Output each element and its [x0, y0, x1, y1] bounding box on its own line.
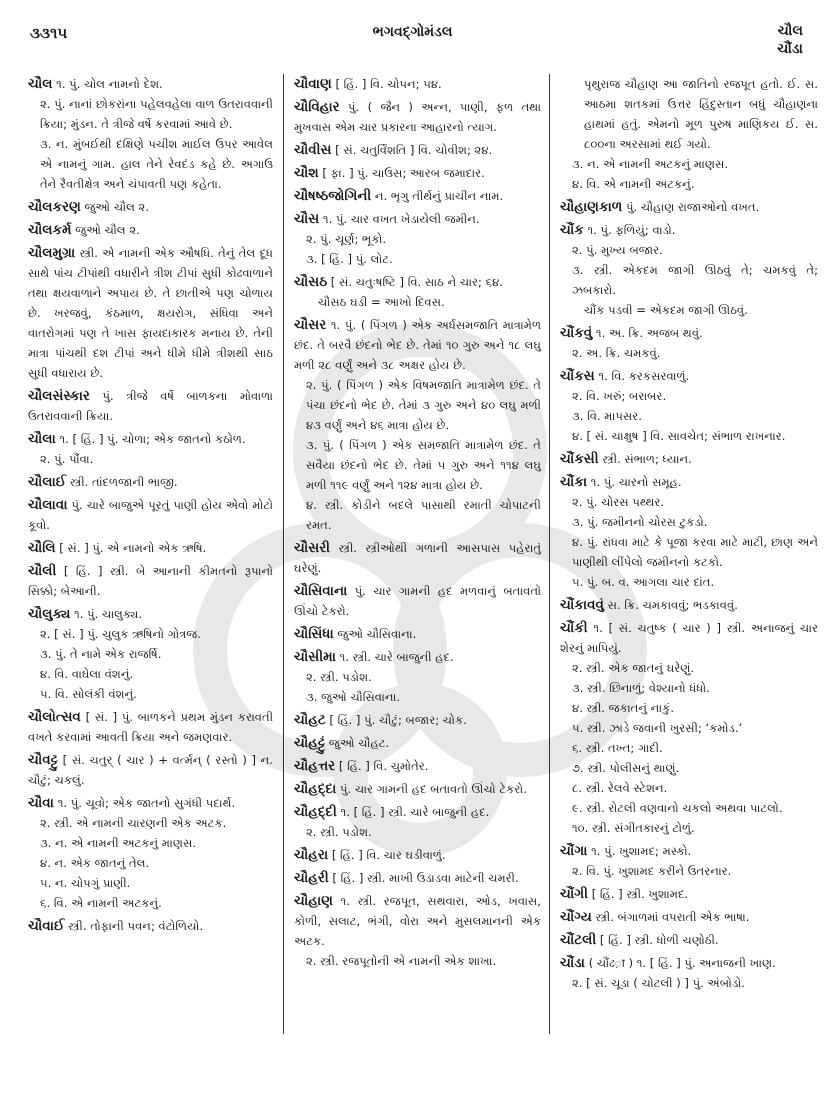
sense-item: ૩. ન. એ નામની અટકનું માણસ. — [572, 157, 729, 171]
dictionary-entry — [294, 891, 541, 971]
usage-note: ચૌંક પડવી = એકદમ જાગી ઊઠવું. — [584, 303, 748, 317]
dictionary-entry — [294, 315, 541, 535]
definition-text: ૧. પું. ખુશામદ; મસ્કો. — [591, 844, 692, 858]
definition-text: [ હિં. ] વિ. ચુમોતેર. — [338, 759, 429, 773]
entry-main — [294, 97, 541, 137]
entry-main — [28, 707, 273, 747]
dictionary-entry — [294, 272, 541, 312]
book-title: ભગવદ્ગોમંડલ — [372, 24, 453, 40]
dictionary-entry — [560, 618, 818, 838]
definition-text: ૧. પું. ચૂવો; એક જાતનો સુગંધી પદાર્થ. — [57, 796, 236, 810]
definition-text: સ્ત્રી. બંગાળમાં વપરાતી એક ભાષા. — [595, 910, 750, 924]
sense-item: ૩. પું. ( પિંગળ ) એક સમજાતિ માત્રામેળ છંદ. તે સવૈયા છંદનો ભેદ છે. તેમાં ૫ ગુરુ અને ૧૧૪ લઘુ મળી ૧૧૯ વર્ણું અને ૧૨૪ માત્રા હોય છે. — [306, 438, 541, 492]
headword: ચૌહરા — [294, 847, 329, 863]
dictionary-entry — [294, 97, 541, 137]
entry-main — [294, 272, 541, 292]
definition-text: સ્ત્રી. એ નામની એક ઔષધિ. તેનું તેલ દૂધ સાથે પાંચ ટીપાંથી વધારીને ત્રીશ ટીપાં સુધી કોઢવાળાને તથા ક્ષયવાળાને અપાય છે. તે છાતીએ પણ ચોળાય છે. ખરજવું, કંઠમાળ, ક્ષયરોગ, સંધિવા અને વાતરોગમાં પણ તે ખાસ ફાયદાકારક મનાય છે. તેની માત્રા પાંચથી દશ ટીપાં અને ધીમે ધીમે ત્રીશથી સાઠ સુધી વધારાય છે. — [28, 246, 274, 380]
definition-text: પું. ચાર ગામની હદ બતાવતો ઊંચો ટેકરો. — [339, 782, 527, 796]
definition-text: ન. ભૃગુ તીર્થનું પ્રાચીન નામ. — [374, 189, 504, 203]
dictionary-entry — [28, 74, 273, 194]
definition-text: [ સં. ] પું. બાળકને પ્રથમ મુંડન કરાવતી વખતે કરવામાં આવતી ક્રિયા અને જમણવાર. — [28, 710, 274, 744]
entry-main — [294, 868, 541, 888]
entry-main — [560, 930, 818, 950]
definition-text: ૧. પું. ચાર વખત ખેડાયેલી જમીન. — [322, 212, 480, 226]
dictionary-entry — [560, 953, 818, 993]
column-1 — [28, 74, 283, 1074]
definition-text: [ હિં. ] સ્ત્રી. ધોળી ચણોઠી. — [599, 933, 719, 947]
dictionary-entry — [28, 386, 273, 426]
entry-main — [294, 140, 541, 160]
entry-main — [294, 538, 541, 578]
dictionary-entry — [560, 366, 818, 446]
sense-item: ૨. સ્ત્રી. પડોશ. — [306, 825, 372, 839]
sense-item: ૩. વિ. માપસર. — [572, 409, 642, 423]
headword: ચૌવીસ — [294, 142, 332, 158]
definition-text: ૧. સ્ત્રી. રજપૂત, સથવારા, ઓડ, ખવાસ, કોળી, સલાટ, ભંગી, વોરા અને મુસલમાનની એક અટક. — [294, 894, 541, 948]
definition-text: ૧. પું. ચાલુક્ય. — [74, 607, 143, 621]
definition-text: ૧. [ હિં. ] સ્ત્રી. ચારે બાજુની હદ. — [340, 805, 490, 819]
guide-word-last: ચૌંડા — [777, 41, 803, 57]
sense-item: ૩. પું. તે નામે એક રાજર્ષિ. — [40, 647, 162, 661]
entry-main — [294, 624, 541, 644]
headword: ચૌસ — [294, 211, 320, 227]
sense-item: ૩. ન. એ નામની અટકનું માણસ. — [40, 836, 197, 850]
page-number: ૩૩૧૫ — [30, 24, 68, 42]
dictionary-entry — [28, 604, 273, 704]
headword: ચૌંડા — [560, 955, 585, 971]
headword: ચૌંકી — [560, 620, 588, 636]
sense-item: ૪. સ્ત્રી. જકાતનું નાકું. — [572, 701, 675, 715]
sense-item: ૩. પું. જમીનનો ચોરસ ટુકડો. — [572, 515, 708, 529]
sense-item: ૨. પું. નાનાં છોકરાંના પહેલવહેલા વાળ ઉતરાવવાની ક્રિયા; મુંડન. તે ત્રીજે વર્ષે કરવામાં આવે છે. — [40, 97, 273, 131]
dictionary-entry — [294, 733, 541, 753]
headword: ચૌસરી — [294, 540, 331, 556]
entry-main — [28, 197, 273, 217]
dictionary-entry — [294, 186, 541, 206]
definition-text: પું. ત્રીજે વર્ષે બાળકના મોવાળા ઉતરાવવાની ક્રિયા. — [28, 389, 273, 423]
sense-item: ૪. ન. એક જાતનું તેલ. — [40, 856, 150, 870]
definition-text: [ હિં. ] પું. ચૌટું; બજાર; ચોક. — [329, 713, 467, 727]
column-2 — [283, 74, 550, 1034]
sense-item: ૨. પું. મુખ્ય બજાર. — [572, 243, 663, 257]
headword: ચૌહટ — [294, 712, 326, 728]
definition-text: ૧. [ હિં. ] પું. ચોળા; એક જાતનો કઠોળ. — [59, 432, 246, 446]
dictionary-entry — [28, 495, 273, 535]
dictionary-entry — [294, 163, 541, 183]
headword: ચૌંકસી — [560, 451, 599, 467]
dictionary-entry — [560, 595, 818, 615]
headword: ચૌલ — [28, 76, 53, 92]
dictionary-entry — [560, 907, 818, 927]
definition-text: સ્ત્રી. તાંદળજાની ભાજી. — [69, 475, 178, 489]
entry-main — [294, 733, 541, 753]
dictionary-entry — [294, 647, 541, 707]
dictionary-entry — [28, 707, 273, 747]
sense-item: ૨. વિ. ખરું; બરાબર. — [572, 389, 667, 403]
dictionary-entry — [560, 884, 818, 904]
headword: ચૌહદ્દી — [294, 804, 337, 820]
entry-main — [28, 538, 273, 558]
sense-item: ૪. પું. રાંધવા માટે કે પૂજા કરવા માટે માટી, છાણ અને પાણીથી લીંપેલો જમીનનો કટકો. — [572, 535, 818, 569]
entry-main — [560, 472, 818, 492]
definition-text: [ હિં. ] વિ. ચાર ઘડીવાળું. — [331, 848, 446, 862]
dictionary-entry — [560, 449, 818, 469]
dictionary-entry — [294, 140, 541, 160]
dictionary-entry — [294, 209, 541, 269]
headword: ચૌલમુગ્રા — [28, 245, 76, 261]
sense-item: ૨. પું. ચૂર્ણ; ભૂકો. — [306, 232, 387, 246]
definition-text: જુઓ ચૌલ ૨. — [75, 223, 140, 237]
sense-item: ૨. પું. ચોરસ પથ્થર. — [572, 495, 665, 509]
headword: ચૌલાઈ — [28, 474, 67, 490]
headword: ચૌંગ્ય — [560, 909, 592, 925]
headword: ચૌંટલી — [560, 932, 597, 948]
dictionary-entry — [28, 243, 273, 383]
headword: ચૌવા — [28, 795, 54, 811]
definition-text: [ હિં. ] સ્ત્રી. બે આનાની કીમતનો રૂપાનો સિક્કો; બેઆની. — [28, 564, 274, 598]
entry-main — [28, 74, 273, 94]
entry-main — [294, 891, 541, 951]
definition-text: સ્ત્રી. તોફાની પવન; વંટોળિયો. — [68, 919, 204, 933]
sense-item: ૨. સ્ત્રી. એક જાતનું ઘરેણું. — [572, 661, 695, 675]
dictionary-entry — [294, 802, 541, 842]
entry-main — [28, 243, 273, 383]
entry-main — [560, 449, 818, 469]
headword: ચૌસિવાના — [294, 583, 348, 599]
entry-main — [560, 618, 818, 658]
headword: ચૌસીમા — [294, 649, 336, 665]
sense-item: ૨. પું. ( પિંગળ ) એક વિષમજાતિ માત્રામેળ છંદ. તે પંચા છંદનો ભેદ છે. તેમાં ૩ ગુરુ અને ૪૦ લઘુ મળી ૪૩ વર્ણું અને ૪૬ માત્રા હોય છે. — [306, 378, 541, 432]
guide-word-first: ચૌલ — [777, 23, 803, 39]
entry-main — [294, 845, 541, 865]
dictionary-entry — [294, 624, 541, 644]
sense-item: ૨. [ સં. ] પું. ચુલુક ઋષિનો ગોત્રજ. — [40, 627, 201, 641]
headword: ચૌલી — [28, 563, 57, 579]
entry-main — [294, 802, 541, 822]
definition-text: ૧. પું. ( પિંગળ ) એક અર્ધસમજાતિ માત્રામેળ છંદ. તે બરવૈ છંદનો ભેદ છે. તેમાં ૧૦ ગુરુ અને ૧૮ લઘુ મળી ૨૮ વર્ણું અને ૩૮ અક્ષર હોય છે. — [294, 318, 541, 372]
definition-text: પું. ચાર ગામની હદ મળવાનું બતાવતો ઊંચો ટેકરો. — [294, 584, 541, 618]
sense-item: ૪. વિ. એ નામની અટકનું. — [572, 177, 695, 191]
sense-item: ૧૦. સ્ત્રી. સંગીતકારનું ટોળું. — [572, 821, 695, 835]
definition-text: ૧. પું. ફળિયું; વાડો. — [587, 223, 676, 237]
sense-item: ૨. સ્ત્રી. પડોશ. — [306, 670, 372, 684]
headword: ચૌસઠ — [294, 274, 328, 290]
headword: ચૌલુક્ય — [28, 606, 71, 622]
entry-main — [294, 710, 541, 730]
entry-main — [28, 386, 273, 426]
definition-text: [ સં. ચતુર્વિંશતિ ] વિ. ચોવીશ; ૨૪. — [335, 143, 493, 157]
dictionary-entry — [560, 74, 818, 194]
page-header — [0, 0, 825, 70]
sense-item: ૫. ન. ચોપગું પ્રાણી. — [40, 876, 131, 890]
column-3 — [550, 74, 818, 1074]
headword: ચૌવટ્ટુ — [28, 752, 58, 768]
definition-text: ૧. અ. ક્રિ. અજબ થવું. — [595, 326, 703, 340]
definition-text: ૧. પું. ચારનો સમૂહ. — [590, 475, 682, 489]
sense-item: ૮. સ્ત્રી. રેલવે સ્ટેશન. — [572, 781, 668, 795]
headword: ચૌસર — [294, 317, 327, 333]
headword: ચૌલસંસ્કાર — [28, 388, 90, 404]
definition-text: સ્ત્રી. સંભાળ; ધ્યાન. — [602, 452, 692, 466]
entry-main — [560, 197, 818, 217]
sense-item: ૩. [ હિં. ] પું. લોટ. — [306, 252, 393, 266]
definition-text: [ સં. ] પું. એ નામનો એક ઋષિ. — [59, 541, 207, 555]
sense-item: ૫. વિ. સોલંકી વંશનું. — [40, 687, 137, 701]
sense-item: ૩. ન. મુંબઈથી દક્ષિણે પચીશ માઈલ ઉપર આવેલ એ નામનું ગામ. હાલ તેને રેવદંડ કહે છે. અગાઉ તેને રૈવતીક્ષેત્ર અને ચંપાવતી પણ કહેતા. — [40, 137, 273, 191]
definition-text: [ સં. ચતુર્ ( ચાર ) + વર્ત્મન્ ( રસ્તો ) ] ન. ચૌટું; ચકલું. — [28, 753, 273, 787]
dictionary-entry — [28, 538, 273, 558]
headword: ચૌલાવા — [28, 497, 68, 513]
guide-words — [777, 22, 803, 58]
dictionary-entry — [560, 841, 818, 881]
entry-main — [560, 74, 818, 154]
definition-text: [ હિં. ] સ્ત્રી. માખી ઉડાડવા માટેની ચમરી. — [332, 871, 519, 885]
headword: ચૌંકાવવું — [560, 597, 604, 613]
dictionary-entry — [28, 429, 273, 469]
sense-item: ૨. [ સં. ચૂડા ( ચોટલી ) ] પું. અંબોડો. — [572, 976, 745, 990]
dictionary-entry — [28, 916, 273, 936]
sense-item: ૫. સ્ત્રી. ઝાડે જવાની ખુરસી; ‘કમોડ.’ — [572, 721, 743, 735]
headword: ચૌલોત્સવ — [28, 709, 81, 725]
dictionary-entry — [294, 779, 541, 799]
entry-main — [560, 323, 818, 343]
definition-text: ૧. સ્ત્રી. ચારે બાજુની હદ. — [339, 650, 454, 664]
entry-main — [28, 750, 273, 790]
headword: ચૌંગી — [560, 886, 588, 902]
dictionary-entry — [28, 793, 273, 913]
entry-main — [560, 595, 818, 615]
entry-main — [560, 907, 818, 927]
sense-item: ૩. જુઓ ચૌસિવાના. — [306, 690, 400, 704]
sense-item: ૩. સ્ત્રી. એકદમ જાગી ઊઠવું તે; ચમકવું તે; ઝબકારો. — [572, 263, 818, 297]
entry-main — [294, 779, 541, 799]
entry-main — [28, 495, 273, 535]
dictionary-entry — [28, 561, 273, 601]
dictionary-entry — [294, 756, 541, 776]
entry-main — [28, 561, 273, 601]
dictionary-entry — [560, 930, 818, 950]
definition-text: જુઓ ચૌસિવાના. — [337, 627, 417, 641]
headword: ચૌસિંધા — [294, 626, 334, 642]
definition-text: પું. ચારે બાજુએ પૂરતું પાણી હોય એવો મોટો કૂવો. — [28, 498, 273, 532]
dictionary-columns — [28, 74, 818, 1074]
entry-main — [294, 186, 541, 206]
headword: ચૌંકવું — [560, 325, 593, 341]
definition-text: પું. ( જૈન ) અન્ન, પાણી, ફળ તથા મુખવાસ એમ ચાર પ્રકારના આહારનો ત્યાગ. — [294, 100, 541, 134]
headword: ચૌવિહાર — [294, 99, 340, 115]
dictionary-entry — [560, 197, 818, 217]
entry-main — [294, 163, 541, 183]
definition-text: ( ચૌંઢ़ा ) ૧. [ હિં. ] પું. અનાજની ખાણ. — [588, 956, 776, 970]
headword: ચૌહત્તર — [294, 758, 336, 774]
sense-item: ૪. સ્ત્રી. કોડીને બદલે પાસાથી રમાતી ચોપાટની રમત. — [306, 498, 541, 532]
dictionary-entry — [28, 472, 273, 492]
definition-text: પું. ચૌહાણ રાજાઓનો વખત. — [626, 200, 760, 214]
dictionary-entry — [294, 845, 541, 865]
dictionary-entry — [294, 868, 541, 888]
dictionary-entry — [28, 750, 273, 790]
definition-text: ૧. પું. ચોલ નામનો દેશ. — [56, 77, 163, 91]
dictionary-entry — [294, 74, 541, 94]
entry-main — [28, 793, 273, 813]
definition-text: [ સં. ચતુઃષષ્ટિ ] વિ. સાઠ ને ચાર; ૬૪. — [330, 275, 503, 289]
headword: ચૌહાણ — [294, 893, 333, 909]
sense-item: ૫. પું. બ. વ. આગલા ચાર દાંત. — [572, 575, 715, 589]
sense-item: ૨. સ્ત્રી. એ નામની ચારણની એક અટક. — [40, 816, 227, 830]
sense-item: ૪. વિ. વાઘેલા વંશનું. — [40, 667, 134, 681]
sense-item: ૨. પું. પૌંવા. — [40, 452, 94, 466]
entry-main — [560, 220, 818, 240]
dictionary-entry — [294, 581, 541, 621]
sense-item: ૭. સ્ત્રી. પોલીસનું થાણું. — [572, 761, 680, 775]
headword: ચૌવાણ — [294, 76, 332, 92]
dictionary-entry — [560, 220, 818, 320]
headword: ચૌહરી — [294, 870, 329, 886]
entry-main — [294, 581, 541, 621]
headword: ચૌહદ્દા — [294, 781, 337, 797]
sense-item: ૨. અ. ક્રિ. ચમકવું. — [572, 346, 661, 360]
headword: ચૌંગા — [560, 843, 588, 859]
dictionary-entry — [28, 197, 273, 217]
headword: ચૌંકસ — [560, 368, 595, 384]
definition-text: સ. ક્રિ. ચમકાવવું; ભડકાવવું. — [607, 598, 738, 612]
headword: ચૌવાઈ — [28, 918, 65, 934]
definition-text: [ હિં. ] વિ. ચોપન; ૫૪. — [335, 77, 442, 91]
headword: ચૌલકર્મ — [28, 222, 72, 238]
definition-text: ૧. વિ. કરકસરવાળું. — [598, 369, 690, 383]
headword: ચૌંક — [560, 222, 584, 238]
entry-main — [294, 209, 541, 229]
definition-text: [ હિં. ] સ્ત્રી. ખુશામદ. — [591, 887, 689, 901]
definition-text: [ ફા. ] પું. ચાઉસ; આરબ જમાદાર. — [322, 166, 485, 180]
entry-main — [28, 916, 273, 936]
dictionary-entry — [294, 538, 541, 578]
headword: ચૌલા — [28, 431, 56, 447]
definition-text: ૧. [ સં. ચતુષ્ક ( ચાર ) ] સ્ત્રી. અનાજનું ચાર શેરનું માપિયું. — [560, 621, 819, 655]
headword: ચૌહાણકાળ — [560, 199, 623, 215]
dictionary-entry — [28, 220, 273, 240]
definition-text: સ્ત્રી. સ્ત્રીઓથી ગળાની આસપાસ પહેરાતું ઘરેણું. — [294, 541, 542, 575]
entry-main — [560, 841, 818, 861]
usage-note: ચૌસઠ ઘડી = આખો દિવસ. — [318, 295, 445, 309]
headword: ચૌશ — [294, 165, 319, 181]
entry-main — [560, 953, 818, 973]
entry-main — [560, 884, 818, 904]
headword: ચૌંકા — [560, 474, 588, 490]
entry-main — [28, 604, 273, 624]
entry-main — [560, 366, 818, 386]
entry-main — [28, 220, 273, 240]
entry-main — [28, 472, 273, 492]
dictionary-entry — [560, 472, 818, 592]
entry-main — [28, 429, 273, 449]
entry-main — [294, 647, 541, 667]
sense-item: ૪. [ સં. ચાક્ષુષ ] વિ. સાવચેત; સંભાળ રાખનાર. — [572, 429, 786, 443]
entry-main — [294, 756, 541, 776]
headword: ચૌહટ્ટું — [294, 735, 326, 751]
entry-main — [294, 315, 541, 375]
sense-item: ૨. વિ. પું. ખુશામદ કરીને ઉતરનાર. — [572, 864, 732, 878]
entry-main — [294, 74, 541, 94]
sense-item: ૩. સ્ત્રી. છિનાળું; વેશ્યાનો ધંધો. — [572, 681, 710, 695]
dictionary-entry — [560, 323, 818, 363]
dictionary-entry — [294, 710, 541, 730]
headword: ચૌલકરણ — [28, 199, 81, 215]
sense-item: ૨. સ્ત્રી. રજપૂતોની એ નામની એક શાખા. — [306, 954, 497, 968]
definition-text: જુઓ ચૌહટ. — [328, 736, 390, 750]
headword: ચૌષષ્ઠજોગિની — [294, 188, 372, 204]
sense-item: ૬. વિ. એ નામની અટકનું. — [40, 896, 162, 910]
sense-item: ૬. સ્ત્રી. તખ્ત; ગાદી. — [572, 741, 663, 755]
headword: ચૌલિ — [28, 540, 56, 556]
definition-text: પૃથુરાજ ચૌહાણ આ જાતિનો રજપૂત હતો. ઈ. સ. આઠમા શતકમાં ઉત્તર હિંદુસ્તાન બધું ચૌહાણના હાથમાં હતું. એમનો મૂળ પુરુષ માણિકય ઈ. સ. ૮૦૦ના અરસામાં થઈ ગયો. — [584, 77, 818, 151]
sense-item: ૯. સ્ત્રી. રોટલી વણવાનો ચકલો અથવા પાટલો. — [572, 801, 783, 815]
definition-text: જુઓ ચૌલ ૨. — [84, 200, 150, 214]
